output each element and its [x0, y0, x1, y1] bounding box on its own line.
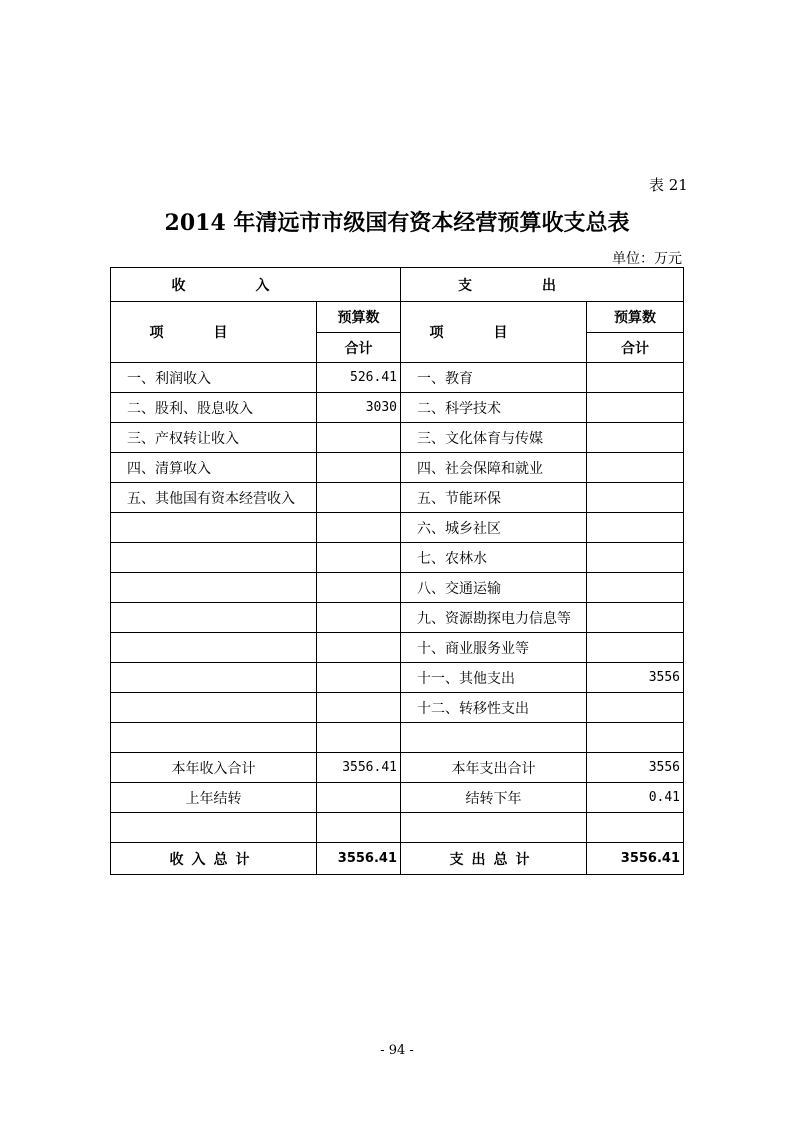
blank-cell — [317, 813, 401, 843]
income-budget-header: 预算数 — [317, 302, 401, 333]
expense-item-cell: 六、城乡社区 — [401, 513, 587, 543]
income-value-cell: 3030 — [317, 393, 401, 423]
income-value-cell — [317, 423, 401, 453]
table-row — [111, 663, 684, 693]
table-row — [111, 453, 684, 483]
income-value-cell — [317, 573, 401, 603]
table-row — [111, 363, 684, 393]
income-item-cell — [111, 633, 317, 663]
blank-row — [111, 813, 684, 843]
income-item-cell — [111, 693, 317, 723]
header-row — [111, 268, 684, 302]
income-item-cell — [111, 663, 317, 693]
budget-table — [110, 267, 684, 875]
income-grand-total-value: 3556.41 — [317, 843, 401, 875]
income-item-cell — [111, 603, 317, 633]
expense-value-cell — [587, 633, 684, 663]
income-grand-total-label: 收入总计 — [111, 843, 317, 875]
table-row — [111, 723, 684, 753]
income-item-header: 项目 — [111, 302, 317, 363]
expense-year-total-value: 3556 — [587, 753, 684, 783]
page-number: - 94 - — [380, 1043, 414, 1058]
income-item-cell: 四、清算收入 — [111, 453, 317, 483]
income-value-cell — [317, 603, 401, 633]
expense-value-cell: 3556 — [587, 663, 684, 693]
expense-item-cell: 四、社会保障和就业 — [401, 453, 587, 483]
expense-value-cell — [587, 393, 684, 423]
expense-value-cell — [587, 693, 684, 723]
expense-item-cell: 十二、转移性支出 — [401, 693, 587, 723]
income-value-cell — [317, 663, 401, 693]
blank-cell — [111, 813, 317, 843]
year-total-row — [111, 753, 684, 783]
blank-cell — [401, 813, 587, 843]
income-value-cell — [317, 453, 401, 483]
expense-item-cell: 一、教育 — [401, 363, 587, 393]
expense-value-cell — [587, 543, 684, 573]
expense-grand-total-value: 3556.41 — [587, 843, 684, 875]
carry-row — [111, 783, 684, 813]
expense-item-cell: 三、文化体育与传媒 — [401, 423, 587, 453]
table-row — [111, 513, 684, 543]
expense-value-cell — [587, 363, 684, 393]
expense-value-cell — [587, 453, 684, 483]
table-row — [111, 693, 684, 723]
expense-item-cell: 七、农林水 — [401, 543, 587, 573]
table-number: 表 21 — [649, 176, 688, 194]
income-item-cell — [111, 543, 317, 573]
expense-item-cell — [401, 723, 587, 753]
table-row — [111, 423, 684, 453]
table-row — [111, 633, 684, 663]
table-row — [111, 603, 684, 633]
income-value-cell — [317, 693, 401, 723]
expense-year-total-label: 本年支出合计 — [401, 753, 587, 783]
unit-label: 单位：万元 — [612, 251, 682, 267]
income-carry-value — [317, 783, 401, 813]
expense-item-cell: 五、节能环保 — [401, 483, 587, 513]
expense-value-cell — [587, 483, 684, 513]
document-title: 2014 年清远市市级国有资本经营预算收支总表 — [164, 210, 630, 236]
income-item-cell — [111, 513, 317, 543]
expense-grand-total-label: 支出总计 — [401, 843, 587, 875]
table-row — [111, 543, 684, 573]
income-header: 收入 — [111, 268, 401, 302]
expense-carry-label: 结转下年 — [401, 783, 587, 813]
expense-budget-header: 预算数 — [587, 302, 684, 333]
expense-item-cell: 十一、其他支出 — [401, 663, 587, 693]
income-item-cell: 二、股利、股息收入 — [111, 393, 317, 423]
grand-total-row — [111, 843, 684, 875]
expense-subtotal-header: 合计 — [587, 333, 684, 363]
income-item-cell — [111, 723, 317, 753]
income-value-cell — [317, 483, 401, 513]
income-carry-label: 上年结转 — [111, 783, 317, 813]
income-value-cell — [317, 513, 401, 543]
expense-item-cell: 九、资源勘探电力信息等 — [401, 603, 587, 633]
income-value-cell — [317, 723, 401, 753]
expense-item-cell: 二、科学技术 — [401, 393, 587, 423]
expense-value-cell — [587, 573, 684, 603]
expense-value-cell — [587, 723, 684, 753]
income-item-cell — [111, 573, 317, 603]
table-row — [111, 393, 684, 423]
expense-item-cell: 十、商业服务业等 — [401, 633, 587, 663]
income-item-cell: 一、利润收入 — [111, 363, 317, 393]
expense-value-cell — [587, 513, 684, 543]
income-value-cell — [317, 633, 401, 663]
subheader-row — [111, 302, 684, 333]
table-row — [111, 483, 684, 513]
income-year-total-label: 本年收入合计 — [111, 753, 317, 783]
income-year-total-value: 3556.41 — [317, 753, 401, 783]
table-row — [111, 573, 684, 603]
expense-item-header: 项目 — [401, 302, 587, 363]
expense-carry-value: 0.41 — [587, 783, 684, 813]
income-item-cell: 五、其他国有资本经营收入 — [111, 483, 317, 513]
income-value-cell: 526.41 — [317, 363, 401, 393]
income-item-cell: 三、产权转让收入 — [111, 423, 317, 453]
expense-value-cell — [587, 603, 684, 633]
blank-cell — [587, 813, 684, 843]
expense-header: 支出 — [401, 268, 684, 302]
expense-item-cell: 八、交通运输 — [401, 573, 587, 603]
income-subtotal-header: 合计 — [317, 333, 401, 363]
income-value-cell — [317, 543, 401, 573]
expense-value-cell — [587, 423, 684, 453]
